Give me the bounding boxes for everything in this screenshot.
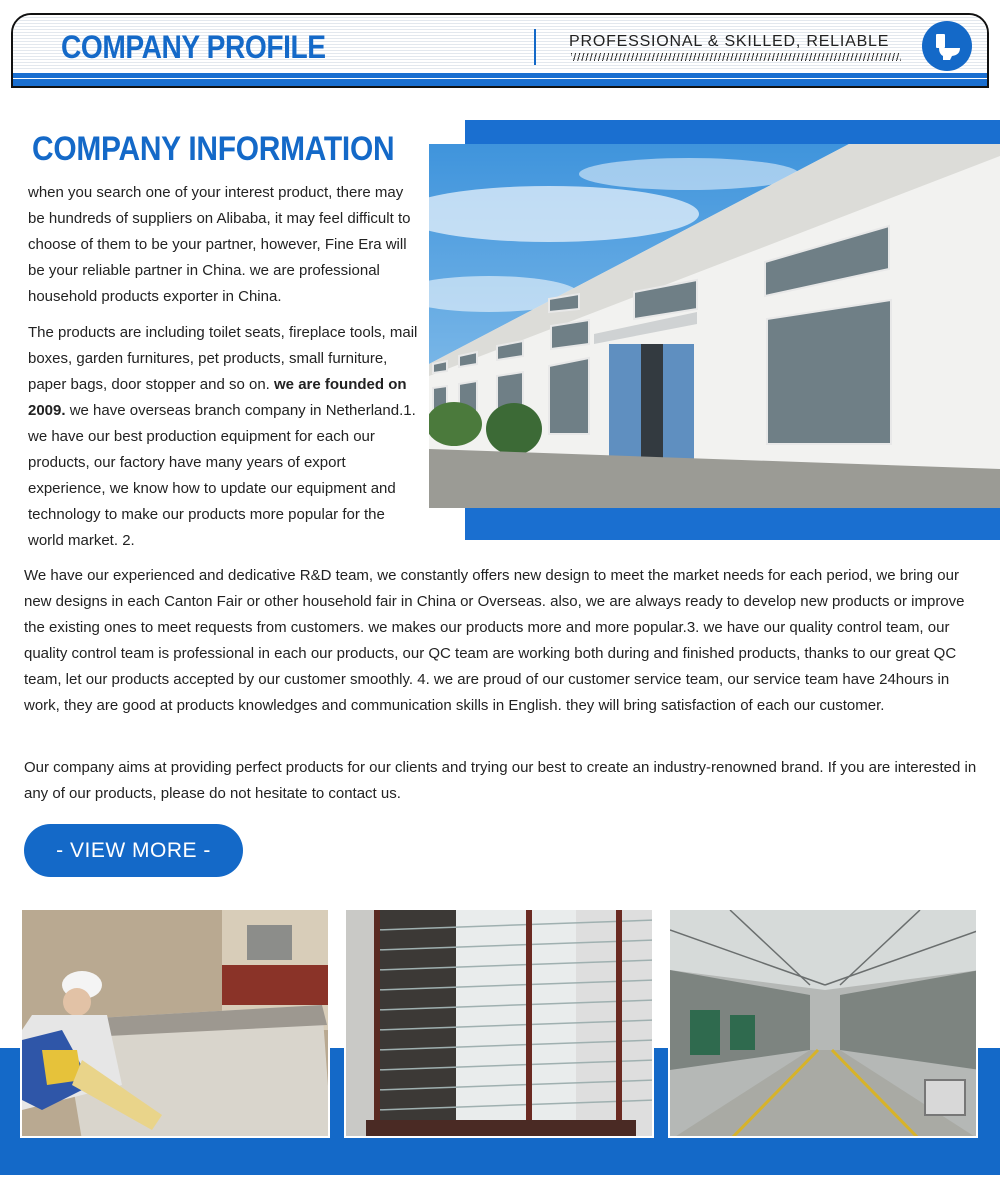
banner-blue-bar: [13, 69, 987, 86]
equipment-text: we have overseas branch company in Netherland.1. we have our best production equipment for each our products, our factory have many years of export experience, we know how to update our equipment and technology to make our products more popular for the world market. 2.: [28, 402, 416, 549]
hero-frame-bottom: [465, 507, 1000, 540]
aims-paragraph: Our company aims at providing perfect products for our clients and trying our best to create an industry-renowned brand. If you are interested in any of our products, please do not hesitate to contact us.: [24, 759, 977, 802]
hero-frame-top: [465, 120, 1000, 145]
company-profile-banner: [11, 13, 989, 88]
products-text: The products are including toilet seats, fireplace tools, mail boxes, garden furnitures, pet products, small furniture, paper bags, door stopper and so on.: [28, 324, 418, 393]
factory-building-image: [429, 144, 1000, 508]
view-more-button[interactable]: - VIEW MORE -: [24, 824, 243, 877]
banner-slash-line: [571, 53, 901, 61]
products-paragraph: [28, 320, 420, 554]
company-information-heading: COMPANY INFORMATION: [32, 130, 395, 168]
founded-text: we are founded on 2009.: [28, 376, 407, 419]
team-paragraph: We have our experienced and dedicative R&D team, we constantly offers new design to meet the market needs for each period, we bring our new designs in each Canton Fair or other household fair in China or Overseas. also, we are always ready to develop new products or improve the existing ones to meet requests from customers. we makes our products more and more popular.3. we have our quality control team, our quality control team is professional in each our products, our QC team are working both during and finished products, thanks to our great QC team, let our products accepted by our customer smoothly. 4. we are proud of our customer service team, our service team have 24hours in work, they are good at products knowledges and communication skills in English. they will bring satisfaction of each our customer.: [24, 567, 965, 714]
worker-sanding-image: [20, 908, 330, 1138]
toilet-icon: [922, 21, 972, 71]
banner-divider: [534, 29, 536, 65]
banner-title: COMPANY PROFILE: [61, 29, 326, 65]
banner-tagline: PROFESSIONAL & SKILLED, RELIABLE: [569, 33, 890, 50]
factory-workshop-image: [668, 908, 978, 1138]
intro-paragraph: when you search one of your interest product, there may be hundreds of suppliers on Alibaba, it may feel difficult to choose of them to be your partner, however, Fine Era will be your reliable partner in China. we are professional household products exporter in China.: [28, 184, 411, 305]
stacked-toilet-seats-image: [344, 908, 654, 1138]
